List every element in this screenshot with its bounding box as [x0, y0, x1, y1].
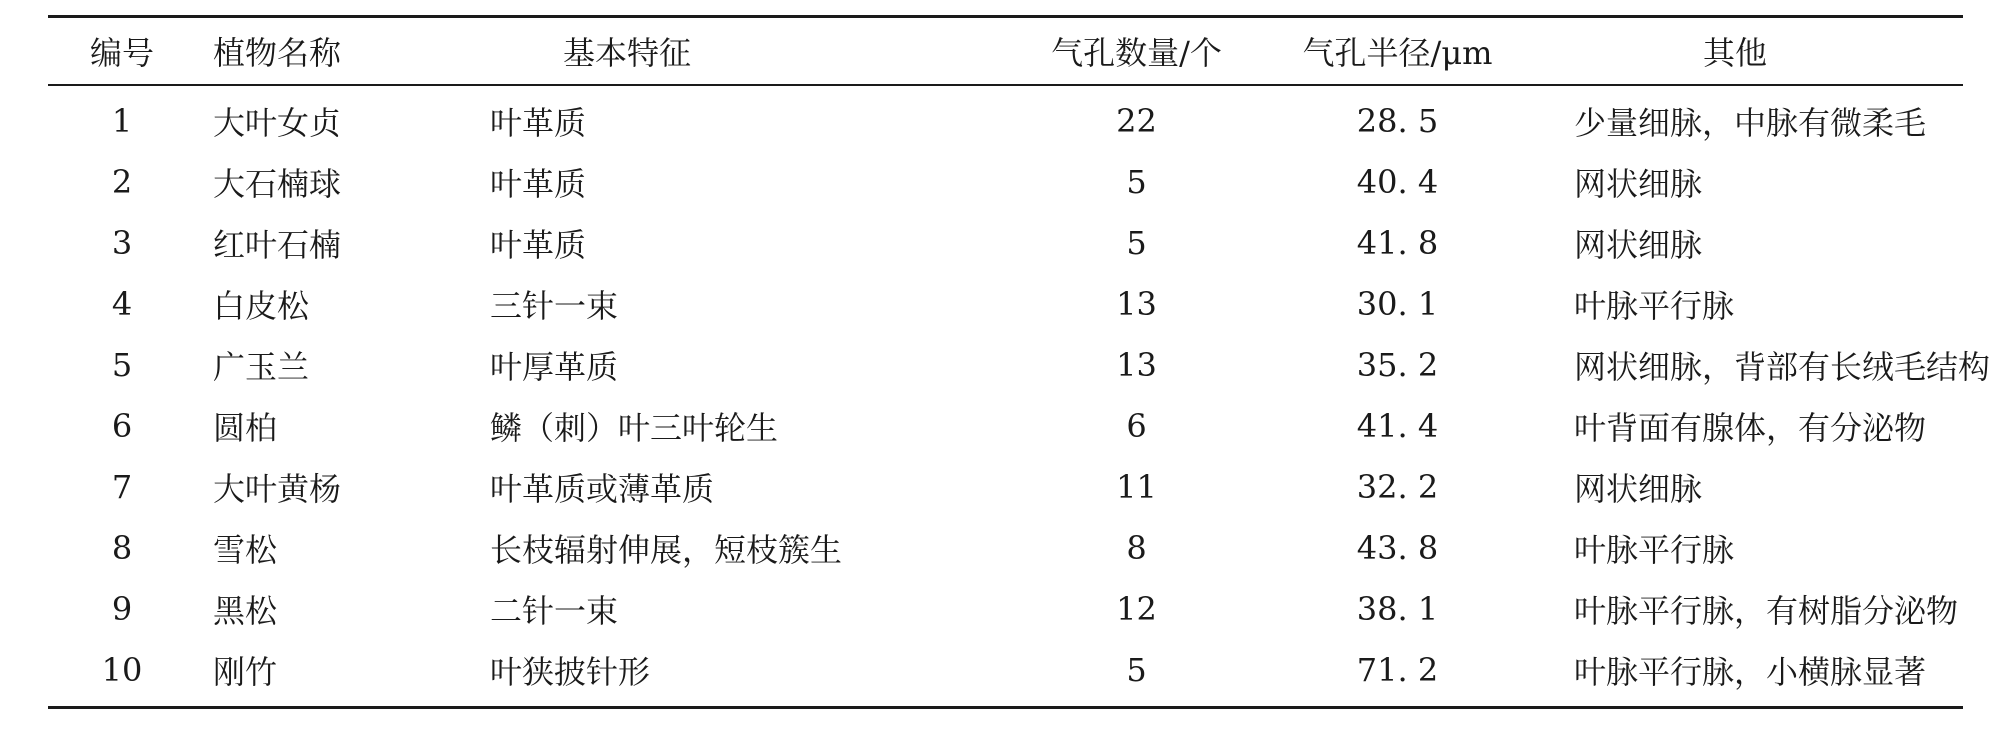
- cell-plant-name: 大石楠球: [213, 164, 342, 203]
- header-plant-name: 植物名称: [213, 34, 342, 72]
- cell-other: 叶背面有腺体，有分泌物: [1574, 408, 1927, 447]
- table-row: [48, 334, 1963, 395]
- cell-basic-feature: 叶革质: [490, 225, 587, 264]
- cell-other: 网状细脉: [1574, 164, 1703, 203]
- cell-no: 5: [111, 345, 133, 384]
- cell-no: 3: [111, 223, 133, 262]
- table-row: [48, 151, 1963, 212]
- plant-stomata-table-container: [48, 15, 1991, 709]
- header-no: 编号: [89, 34, 154, 72]
- cell-basic-feature: 叶革质或薄革质: [490, 469, 715, 508]
- table-row: [48, 456, 1963, 517]
- cell-plant-name: 雪松: [213, 530, 278, 569]
- cell-stomata-count: 5: [1126, 223, 1147, 262]
- header-row: [48, 17, 1963, 86]
- cell-stomata-count: 13: [1116, 345, 1157, 384]
- cell-other: 少量细脉，中脉有微柔毛: [1574, 103, 1927, 142]
- cell-stomata-radius: 32. 2: [1356, 467, 1439, 506]
- cell-basic-feature: 长枝辐射伸展，短枝簇生: [490, 530, 843, 569]
- cell-stomata-radius: 38. 1: [1356, 589, 1439, 628]
- cell-no: 6: [111, 406, 133, 445]
- cell-plant-name: 广玉兰: [213, 347, 310, 386]
- cell-plant-name: 刚竹: [213, 652, 278, 691]
- cell-basic-feature: 三针一束: [490, 286, 619, 325]
- cell-plant-name: 白皮松: [213, 286, 310, 325]
- cell-stomata-radius: 41. 4: [1356, 406, 1439, 445]
- cell-basic-feature: 叶狭披针形: [490, 652, 651, 691]
- cell-no: 4: [111, 284, 133, 323]
- cell-no: 2: [111, 162, 133, 201]
- cell-other: 网状细脉: [1574, 225, 1703, 264]
- plant-stomata-table: [48, 15, 1991, 709]
- cell-stomata-count: 5: [1126, 650, 1147, 689]
- table-header: [48, 17, 1963, 86]
- header-basic-feature: 基本特征: [563, 34, 692, 72]
- cell-stomata-radius: 30. 1: [1356, 284, 1439, 323]
- cell-stomata-count: 11: [1116, 467, 1157, 506]
- table-row: [48, 273, 1963, 334]
- cell-stomata-radius: 41. 8: [1356, 223, 1439, 262]
- cell-other: 叶脉平行脉，小横脉显著: [1574, 652, 1927, 691]
- cell-other: 网状细脉: [1574, 469, 1703, 508]
- cell-no: 10: [101, 650, 143, 689]
- table-row: [48, 517, 1963, 578]
- cell-plant-name: 红叶石楠: [213, 225, 342, 264]
- cell-stomata-count: 5: [1126, 162, 1147, 201]
- cell-basic-feature: 叶厚革质: [490, 347, 619, 386]
- cell-plant-name: 大叶黄杨: [213, 469, 342, 508]
- cell-other: 叶脉平行脉: [1574, 286, 1735, 325]
- cell-stomata-radius: 40. 4: [1356, 162, 1439, 201]
- cell-other: 网状细脉，背部有长绒毛结构: [1574, 347, 1991, 386]
- header-stomata-count: 气孔数量/个: [1051, 34, 1222, 72]
- cell-other: 叶脉平行脉，有树脂分泌物: [1574, 591, 1959, 630]
- cell-stomata-radius: 28. 5: [1356, 101, 1439, 140]
- cell-no: 7: [111, 467, 133, 506]
- cell-stomata-count: 12: [1116, 589, 1157, 628]
- cell-basic-feature: 二针一束: [490, 591, 619, 630]
- cell-plant-name: 大叶女贞: [213, 103, 342, 142]
- cell-no: 8: [111, 528, 133, 567]
- cell-stomata-count: 22: [1116, 101, 1157, 140]
- table-row: [48, 85, 1963, 151]
- cell-other: 叶脉平行脉: [1574, 530, 1735, 569]
- cell-stomata-radius: 71. 2: [1356, 650, 1439, 689]
- cell-basic-feature: 鳞（刺）叶三叶轮生: [490, 408, 779, 447]
- cell-stomata-count: 13: [1116, 284, 1157, 323]
- header-other: 其他: [1703, 34, 1768, 72]
- cell-stomata-radius: 43. 8: [1356, 528, 1439, 567]
- cell-plant-name: 圆柏: [213, 408, 278, 447]
- table-row: [48, 212, 1963, 273]
- table-row: [48, 395, 1963, 456]
- table-row: [48, 578, 1963, 639]
- cell-stomata-radius: 35. 2: [1356, 345, 1439, 384]
- cell-no: 1: [111, 101, 133, 140]
- cell-basic-feature: 叶革质: [490, 103, 587, 142]
- cell-plant-name: 黑松: [213, 591, 278, 630]
- header-stomata-radius: 气孔半径/μm: [1302, 34, 1493, 72]
- cell-stomata-count: 6: [1126, 406, 1147, 445]
- cell-stomata-count: 8: [1126, 528, 1147, 567]
- cell-no: 9: [111, 589, 133, 628]
- cell-basic-feature: 叶革质: [490, 164, 587, 203]
- table-row: [48, 639, 1963, 708]
- table-body: [48, 85, 1991, 708]
